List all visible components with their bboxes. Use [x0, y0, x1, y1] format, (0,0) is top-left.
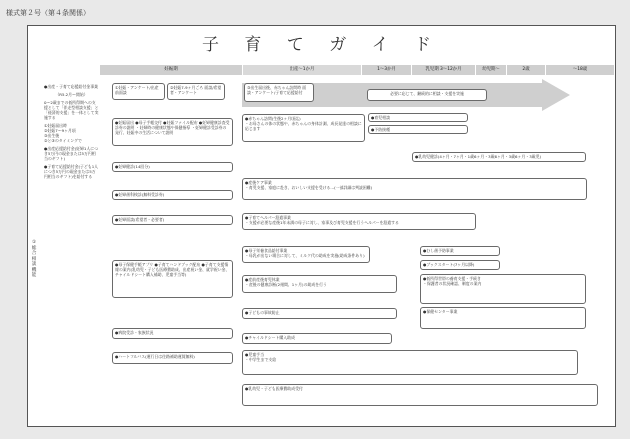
left-column — [44, 84, 99, 182]
box-child-allowance — [242, 350, 578, 375]
box-childcare-consult: ●育児相談 — [368, 113, 468, 122]
nutrition-benefit-title: ●母子栄養食品給付事業 — [245, 248, 288, 253]
left-item-2: （R5.2月〜開始） — [55, 92, 88, 97]
box-hospital-visit: ●病院受診・家族状況 — [112, 328, 233, 339]
box-accident-prevention: ●子どもの事故防止 — [242, 308, 397, 319]
box-medical-subsidy: ●乳幼児・子ども医療費助成受付 — [242, 384, 598, 406]
box-pregnancy-checkup: ●妊婦健診(14回分) — [112, 162, 233, 172]
box-baby-visit — [242, 114, 365, 142]
timeline-toddler: 幼児期〜 — [476, 65, 506, 75]
postpartum-care-title: ●産後ケア事業 — [245, 180, 272, 185]
box-childseat-subsidy: ●チャイルドシート購入助成 — [242, 333, 392, 344]
timeline-18years: 〜18歳 — [546, 65, 614, 75]
left-item-3: 0〜2歳までの低所得期への支援として「伴走型相談支援」と「経済的支援」を一体として実施する — [44, 100, 99, 120]
box-infant-checkup: ●乳幼児健診(4ヶ月・7ヶ月・1歳6ヶ月・3歳6ヶ月・3歳6ヶ月・3歳児) — [412, 152, 586, 162]
timeline-infant: 乳児期 3〜12か月 — [412, 65, 475, 75]
box-pregnancy-notification: ●妊娠届出 ●母子手帳交付 ●妊娠ファイル配布 ●妊婦健康診査受診券の説明 ・妊婦時の健康状態や保健指導 ・妊婦健診受診券の発行、妊娠中の生活について説明 — [112, 118, 233, 146]
nutrition-benefit-desc: ・母乳が出ない場合に対して、ミルク代の助成を実施(助成条件あり) — [245, 253, 365, 258]
timeline-pregnancy: 妊娠期 — [100, 65, 242, 75]
postpartum-care-desc: ・育児支援、家庭に赴き、おいしい支援を受ける...(一部詳細は判読困難) — [245, 185, 373, 190]
box-helper-dispatch — [242, 213, 476, 230]
box-health-center: ●保健センター事業 — [420, 307, 586, 329]
box-bookstart: ●ブックスタート(7ヶ月以降) — [420, 260, 500, 270]
box-childcare-info: ●母子保健手帳アプリ ●子育てハンドブック配布 ●子育て支援情報の案内(乳幼児・子ども医療費助成、出産祝い金、就学祝い金、チャイルドシート購入補助、児童手当等) — [112, 260, 233, 298]
box-cavity-prevention: ●むし歯予防事業 — [420, 246, 500, 256]
helper-dispatch-desc: ・支援が必要な産後1年未満の母子に対し、家事及び育児支援を行うヘルパーを派遣する — [245, 220, 399, 225]
box-heartful-bus: ●ハートフルバス(運行日は往路補助運賃無料) — [112, 352, 233, 364]
low-income-title: ●低所得世帯の養育支援・手続き — [423, 276, 481, 281]
left-item-1: ●出産・子育て応援給付金事業 — [44, 84, 98, 89]
box-low-income-support — [420, 274, 586, 304]
box-postnatal-checkup — [242, 275, 397, 293]
box-continuous-support: 必要に応じて、継続的に相談・支援を実施 — [367, 89, 487, 101]
timeline-1-3months: 1〜3か月 — [362, 65, 411, 75]
box-vaccination: ●予防接種 — [368, 125, 468, 134]
box-pregnant-interview: ●妊婦面談(希望者・必要者) — [112, 215, 233, 225]
postnatal-checkup-desc: ・産後の健康診断(2週間、1ヶ月)の助成を行う — [245, 282, 327, 287]
left-item-8: ●出産応援給付金(妊婦1人につき5万円の現金または5万円相当のギフト) — [44, 146, 98, 161]
left-item-9: ●子育て応援給付金(子ども1人につき5万円の現金または5万円相当のギフト)を給付する — [44, 164, 99, 179]
left-item-5: ②妊娠7〜9ヶ月頃 — [44, 128, 76, 133]
timeline-2years: 2歳 — [507, 65, 545, 75]
box-7-9month-interview: ②妊娠7-9ヶ月ごろ 面談/希望者・アンケート — [167, 83, 225, 100]
left-item-7: ②と③のタイミングで — [44, 138, 82, 143]
box-postbirth-interview: ③出生届出後、赤ちゃん訪問時 面談・アンケート/子育て応援給付 — [244, 83, 314, 102]
side-label: ①総合相談機能 — [31, 240, 37, 278]
baby-visit-title: ●赤ちゃん訪問(生後2ヶ月頃迄) — [245, 116, 301, 121]
timeline-birth-1month: 出産〜1か月 — [243, 65, 361, 75]
box-postpartum-care — [242, 178, 587, 200]
box-dental-checkup: ●妊婦歯科検診(無料受診券) — [112, 190, 233, 200]
helper-dispatch-title: ●子育てヘルパー派遣事業 — [245, 215, 291, 220]
low-income-desc: ・保護者の状況確認、制度の案内 — [423, 281, 482, 286]
page-title: 子 育 て ガ イ ド — [201, 35, 442, 55]
child-allowance-desc: ・中学生まで支給 — [245, 357, 277, 362]
left-item-4: ①妊娠届出時 — [44, 123, 67, 128]
box-pregnancy-interview: ①妊娠・アンケート/出産前面談 — [112, 83, 165, 100]
left-item-6: ③出生後 — [44, 133, 60, 138]
form-number: 様式第２号（第４条関係） — [6, 9, 90, 17]
box-nutrition-benefit — [242, 246, 370, 263]
postnatal-checkup-title: ●産前産後育児休業 — [245, 277, 280, 282]
baby-visit-desc: ・お母さんの体の状態や、赤ちゃんの身体計測、成長発達の相談に応じます — [245, 121, 362, 131]
child-allowance-title: ●児童手当 — [245, 352, 264, 357]
